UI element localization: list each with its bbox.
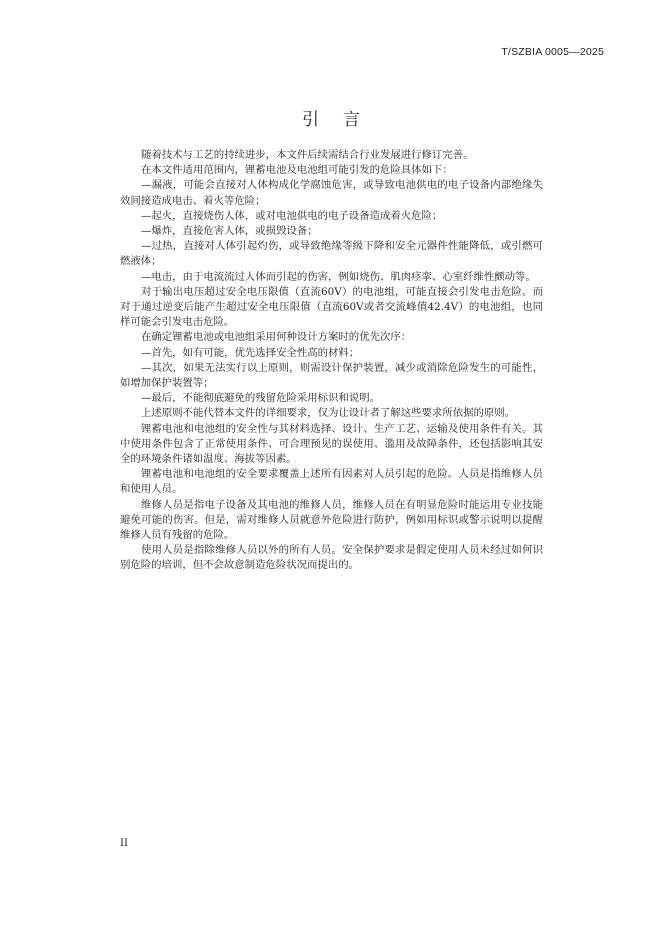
list-item: —爆炸，直接危害人体，或损毁设备； <box>141 225 318 238</box>
paragraph: 锂蓄电池和电池组的安全要求覆盖上述所有因素对人员引起的危险。人员是指维修人员和使用人员。 <box>120 468 543 496</box>
paragraph: 维修人员是指电子设备及其电池的维修人员，维修人员在有明显危险时能运用专业技能避免可能的伤害。但是，需对维修人员就意外危险进行防护，例如用标识或警示说明以提醒维修人员有残留的危险。 <box>120 498 543 542</box>
paragraph: 随着技术与工艺的持续进步，本文件后续需结合行业发展进行修订完善。 <box>141 149 474 161</box>
paragraph: 对于输出电压超过安全电压限值（直流60V）的电池组，可能直接会引发电击危险。而对于通过逆变后能产生超过安全电压限值（直流60V或者交流峰值42.4V）的电池组，也同样可能会引发电击危险。 <box>120 285 543 329</box>
page-number: II <box>120 838 128 849</box>
list-item: —起火，直接烧伤人体，或对电池供电的电子设备造成着火危险； <box>141 209 443 222</box>
paragraph: 上述原则不能代替本文件的详细要求，仅为让设计者了解这些要求所依据的原则。 <box>141 407 516 420</box>
list-item: —过热，直接对人体引起灼伤，或导致绝缘等级下降和安全元器件性能降低，或引燃可燃液体； <box>120 240 543 268</box>
paragraph: 使用人员是指除维修人员以外的所有人员。安全保护要求是假定使用人员未经过如何识别危险的培训，但不会故意制造危险状况而提出的。 <box>120 544 543 572</box>
paragraph: 锂蓄电池和电池组的安全性与其材料选择、设计、生产工艺、运输及使用条件有关。其中使用条件包含了正常使用条件、可合理预见的误使用、滥用及故障条件，还包括影响其安全的环境条件诸如温度、海拔等因素。 <box>120 422 543 466</box>
body-text <box>120 148 543 574</box>
list-item: —首先，如有可能，优先选择安全性高的材料； <box>141 346 360 359</box>
list-item: —其次，如果无法实行以上原则，则需设计保护装置，减少或消除危险发生的可能性，如增加保护装置等； <box>120 361 543 390</box>
paragraph: 在本文件适用范围内，锂蓄电池及电池组可能引发的危险具体如下： <box>141 164 453 177</box>
page-title: 引言 <box>302 110 384 130</box>
document-code: T/SZBIA 0005—2025 <box>501 46 604 58</box>
list-item: —电击，由于电流流过人体而引起的伤害，例如烧伤、肌肉痉挛、心室纤维性颤动等。 <box>141 270 536 283</box>
list-item: —漏液，可能会直接对人体构成化学腐蚀危害，或导致电池供电的电子设备内部绝缘失效间接造成电击、着火等危险； <box>120 179 543 207</box>
list-item: —最后，不能彻底避免的残留危险采用标识和说明。 <box>141 392 380 405</box>
paragraph: 在确定锂蓄电池或电池组采用何种设计方案时的优先次序： <box>141 331 412 344</box>
